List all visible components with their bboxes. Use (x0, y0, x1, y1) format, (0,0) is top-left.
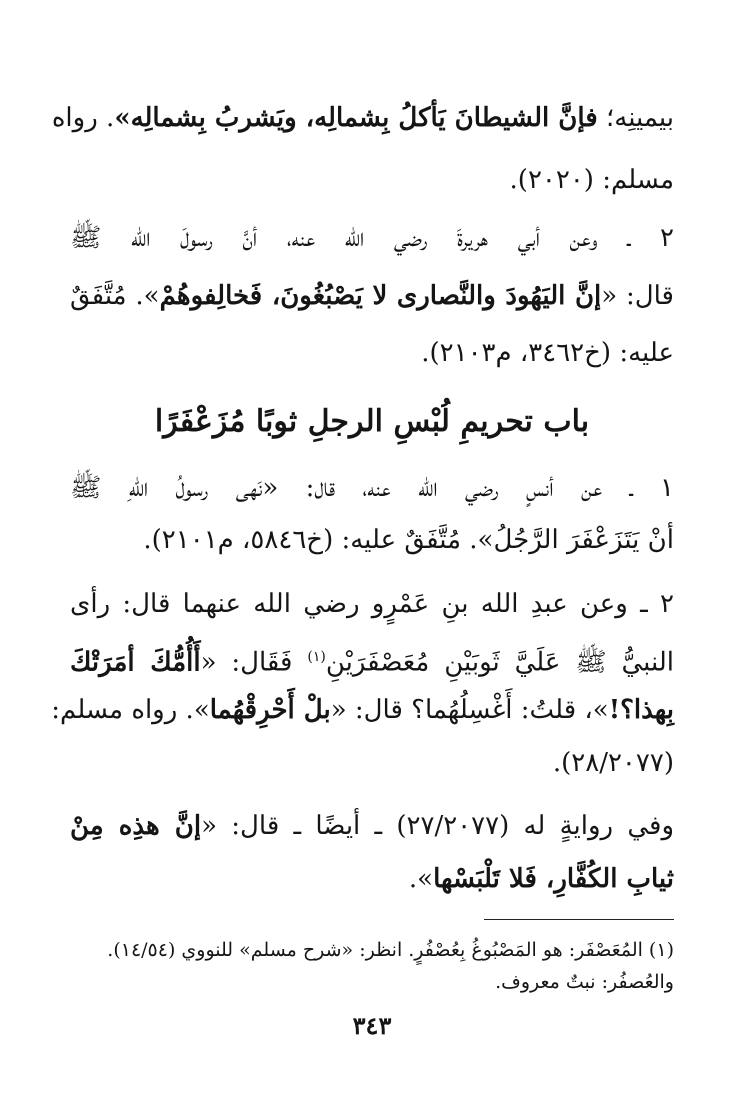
text-line-12: وفي روايةٍ له (٢٧/٢٠٧٧) ـ أيضًا ـ قال: «إنَّ هذِه مِنْ (70, 811, 674, 841)
text-line-10: بِهذا؟!»، قلتُ: أَغْسِلُهُما؟ قال: «بلْ أَحْرِقْهُما». رواه مسلم: (51, 695, 674, 725)
text-line-6: ١ ـ عن أنسٍ رضي الله عنه، قال: «نَهى رسولُ اللهِ ﷺ (70, 473, 674, 503)
footnote-line-2: والعُصفُر: نبتٌ معروف. (495, 971, 674, 993)
text-line-9: النبيُّ ﷺ عَلَيَّ ثَوبَيْنِ مُعَصْفَرَيْنِ$^{(١)}$ فَقَال: «أَأُمُّكَ أمَرَتْكَ (70, 647, 675, 678)
footnote-line-1: (١) المُعَصْفَر: هو المَصْبُوغُ بِعُصْفُرٍ. انظر: «شرح مسلم» للنووي (١٤/٥٤). (107, 939, 674, 961)
text-line-7: أنْ يَتَزَعْفَرَ الرَّجُلُ». مُتَّفَقٌ عليه: (خ٥٨٤٦، م٢١٠١). (143, 525, 674, 555)
text-line-2: مسلم: (٢٠٢٠). (509, 165, 674, 195)
text-line-8: ٢ ـ وعن عبدِ الله بنِ عَمْرٍو رضي الله عنهما قال: رأى (70, 589, 674, 619)
section-heading: باب تحريمِ لُبْسِ الرجلِ ثوبًا مُزَعْفَرًا (154, 404, 590, 439)
text-line-3: ٢ ـ وعن أبي هريرةَ رضي الله عنه، أنَّ رسولَ الله ﷺ (70, 223, 674, 253)
text-line-11: (٢٨/٢٠٧٧). (552, 748, 674, 778)
text-line-4: قال: «إنَّ اليَهُودَ والنَّصارى لا يَصْبُغُونَ، فَخالِفوهُمْ». مُتَّفَقٌ (70, 281, 674, 311)
page-number: ٣٤٣ (352, 1011, 392, 1040)
footnote-marker: (١) (307, 649, 326, 665)
footnote-divider (484, 919, 674, 920)
text-line-1: بيمينِه؛ فإنَّ الشيطانَ يَأكلُ بِشمالِه، ويَشربُ بِشمالِه». رواه (51, 103, 674, 133)
text-line-13: ثيابِ الكُفَّارِ، فَلا تَلْبَسْها». (408, 864, 674, 894)
text-line-5: عليه: (خ٣٤٦٢، م٢١٠٣). (421, 338, 674, 368)
